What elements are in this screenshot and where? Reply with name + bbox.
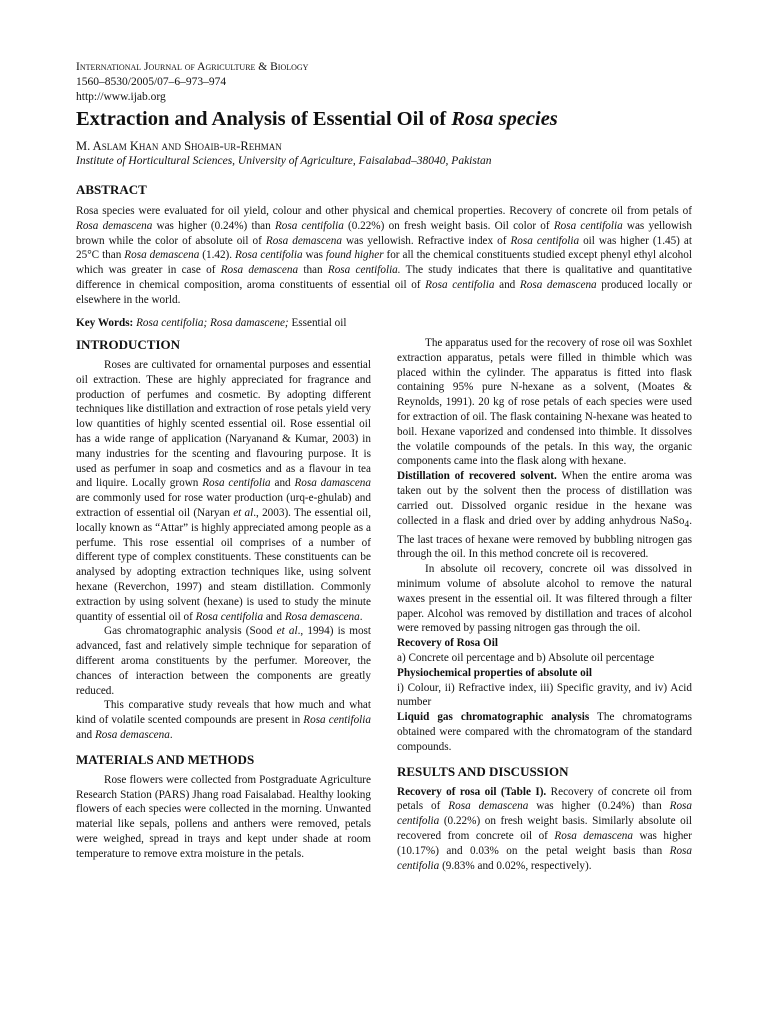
journal-name: International Journal of Agriculture & Biology [76,61,309,73]
right-column [397,336,692,873]
text-run: Rosa species were evaluated for oil yield, colour and other physical and chemical properties. Recovery of concrete oil from petals of [76,205,692,217]
text-run: a) Concrete oil percentage and b) Absolute oil percentage [397,651,655,664]
text-run: (1.42). [199,249,236,262]
text-run: Rosa centifolia [397,800,692,828]
text-run: Rosa centifolia; Rosa damascene; [136,316,289,329]
paragraph [397,469,692,562]
paper-header [76,60,692,331]
section-heading: INTRODUCTION [76,337,181,352]
text-run: Rosa demascena [265,234,342,247]
journal-issn: 1560–8530/2005/07–6–973–974 [76,76,227,88]
paragraph [397,562,692,636]
paragraph [76,358,371,624]
text-run: Distillation of recovered solvent. [397,470,557,483]
title-species: Rosa species [451,108,558,130]
paragraph [397,636,692,651]
text-run: was higher (0.24%) than [152,219,275,232]
text-run: The apparatus used for the recovery of rose oil was Soxhlet extraction apparatus, petals were filled in thimble which was placed within the cylinder. The apparatus is fitted into flask containing 95% pure N-hexane as a solvent, (Moates & Reynolds, 1991). 20 kg of rose petals of each species were used for extraction of oil. The flask containing N-hexane was heated to boil. Hexane vaporized and condensed into thimble. It dissolves the volatile compounds of the petals. In this way, the organic components came into the flask along with hexane. [397,337,692,468]
text-run: ., 1994) is most advanced, fast and relatively simple technique for separation of different aroma constituents by the perfumer. Moreover, the chances of interaction between the components are greatly reduced. [76,625,372,697]
text-run: was higher (10.17%) and 0.03% on the petal weight basis than [397,829,692,857]
paragraph [76,773,371,862]
text-run: . [359,610,363,623]
section-heading: MATERIALS AND METHODS [76,751,255,767]
text-run: (0.22%) on fresh weight basis. Similarly absolute oil recovered from concrete oil of [397,815,692,842]
text-run: Rose flowers were collected from Postgraduate Agriculture Research Station (PARS) Jhang road Faisalabad. Healthy looking flowers of each species were collected in the morning. Unwanted material like sepals, pollens and anthers were removed, petals were weighed, spread in trays and kept under shade at room temperature to remove extra moisture in the petals. [76,773,371,860]
paragraph [397,666,692,681]
text-run: In absolute oil recovery, concrete oil was dissolved in minimum volume of absolute alcohol to remove the natural waxes present in the essential oil. It was filtered through a filter paper. Alcohol was removed by distillation and traces of alcohol were removed by passing nitrogen gas through the oil. [397,563,692,635]
text-run: Rosa demascena [554,829,633,842]
text-run: This comparative study reveals that how much and what kind of volatile scented compounds are present in [76,699,371,727]
text-run: was yellowish. Refractive index of [341,234,511,247]
text-run: than [298,264,328,277]
text-run: was yellowish brown while the color of absolute oil of [76,219,692,247]
authors: M. Aslam Khan and Shoaib-ur-Rehman [76,139,282,153]
text-run: i) Colour, ii) Refractive index, iii) Specific gravity, and iv) Acid number [397,681,692,709]
text-run: Gas chromatographic analysis (Sood [104,625,277,638]
text-run: Rosa centifolia [235,249,303,262]
text-run: Liquid gas chromatographic analysis [397,711,590,724]
text-run: Recovery of concrete oil from petals of [397,785,692,813]
text-run: for all the chemical constituents studied except phenyl ethyl alcohol which was greater in case of [76,249,692,277]
paragraph [397,710,692,754]
text-run: are commonly used for rose water production (urq-e-ghulab) and extraction of essential oil (Naryan [76,492,371,519]
text-run: . [169,728,173,741]
text-run: and [263,610,285,623]
text-run: Rosa centifolia [510,234,580,247]
keywords-label: Key Words: [76,316,134,329]
text-run: Rosa centifolia [425,278,495,291]
text-run: was [302,249,326,262]
journal-url[interactable]: http://www.ijab.org [76,91,166,103]
paper-title [76,107,692,132]
text-run: et al [233,506,254,519]
text-run: Rosa centifolia [202,477,271,490]
text-run: (9.83% and 0.02%, respectively). [439,859,592,872]
abstract-heading: ABSTRACT [76,182,147,197]
text-run: Rosa demascena [94,728,170,741]
text-run: Rosa damascena [294,477,371,490]
text-run: Rosa centifolia [303,714,371,727]
paragraph [397,336,692,469]
text-run: found higher [325,249,384,262]
text-run: Roses are cultivated for ornamental purposes and essential oil extraction. These are highly appreciated for fragrance and production of perfumes and cosmetic. By adopting different techniques like distillation and extraction of rose petals yield very low quantities of highly scented essential oil. Rose essential oil has a wide range of application (Naryanand & Kumar, 2003) in many industries for the scenting and flavouring purpose. It is used as perfumer in soap and cosmetics and as a flavour in tea and liquire. Locally grown [76,359,371,490]
text-run: et al [276,625,298,638]
text-run: and [76,728,95,741]
keywords-body [133,317,346,329]
left-column [76,336,371,862]
text-run: Rosa demascena [76,219,153,232]
text-run: Rosa centifolia [553,219,623,232]
text-run: When the entire aroma was taken out by the solvent then the process of distillation was carried out. Dissolved organic residue in the hexane was collected in a flask and dried over by adding anhydrous NaSo [397,470,693,527]
text-run: Rosa demascena [124,249,200,262]
paragraph [76,698,371,742]
text-run: Essential oil [288,316,347,329]
paragraph [397,681,692,711]
abstract-body [76,204,692,308]
text-run: (0.22%) on fresh weight basis. Oil color of [343,219,554,232]
text-run: and [270,477,295,490]
text-run: Rosa demascena [220,264,299,277]
text-run: produced locally or elsewhere in the world. [76,278,692,306]
text-run: 4 [684,519,690,530]
text-run: The study indicates that there is qualitative and quantitative difference in chemical composition, aroma constituents of essential oil of [76,264,692,291]
journal-info [76,60,692,105]
text-run: Rosa demascena [448,800,529,813]
text-run: . The last traces of hexane were removed by bubbling nitrogen gas through the oil. In this method concrete oil is recovered. [397,514,692,561]
text-run: Rosa demascena [519,278,597,291]
paragraph [397,785,692,874]
affiliation: Institute of Horticultural Sciences, University of Agriculture, Faisalabad–38040, Pakistan [76,155,492,167]
title-main: Extraction and Analysis of Essential Oil of [76,108,452,130]
text-run: Rosa demascena [284,610,360,623]
text-run: oil was higher (1.45) at 25°C than [76,234,692,262]
paragraph [397,651,692,666]
text-run: Recovery of rosa oil (Table I). [397,785,547,798]
text-run: The chromatograms obtained were compared with the chromatogram of the standard compounds. [397,711,692,753]
paragraph [76,624,371,698]
text-run: Physiochemical properties of absolute oil [397,666,592,679]
keywords [76,316,692,331]
text-run: Rosa centifolia [195,610,264,623]
text-run: and [494,278,520,291]
text-run: was higher (0.24%) than [528,800,670,813]
text-run: Rosa centifolia [274,219,344,232]
text-run: Rosa centifolia [397,844,692,872]
section-heading: RESULTS AND DISCUSSION [397,763,569,779]
text-run: Recovery of Rosa Oil [397,637,498,650]
text-run: Rosa centifolia. [327,264,401,277]
text-run: ., 2003). The essential oil, locally known as “Attar” is highly appreciated among people as a perfume. This rose essential oil comprises of a number of different type of complex constituents. These constituents can be analysed by adopting extraction techniques like, using solvent hexane (Reverchon, 1997) and steam distillation. Commonly extraction by using solvent (hexane) is used to study the minute quantity of essential oil of [76,506,371,623]
